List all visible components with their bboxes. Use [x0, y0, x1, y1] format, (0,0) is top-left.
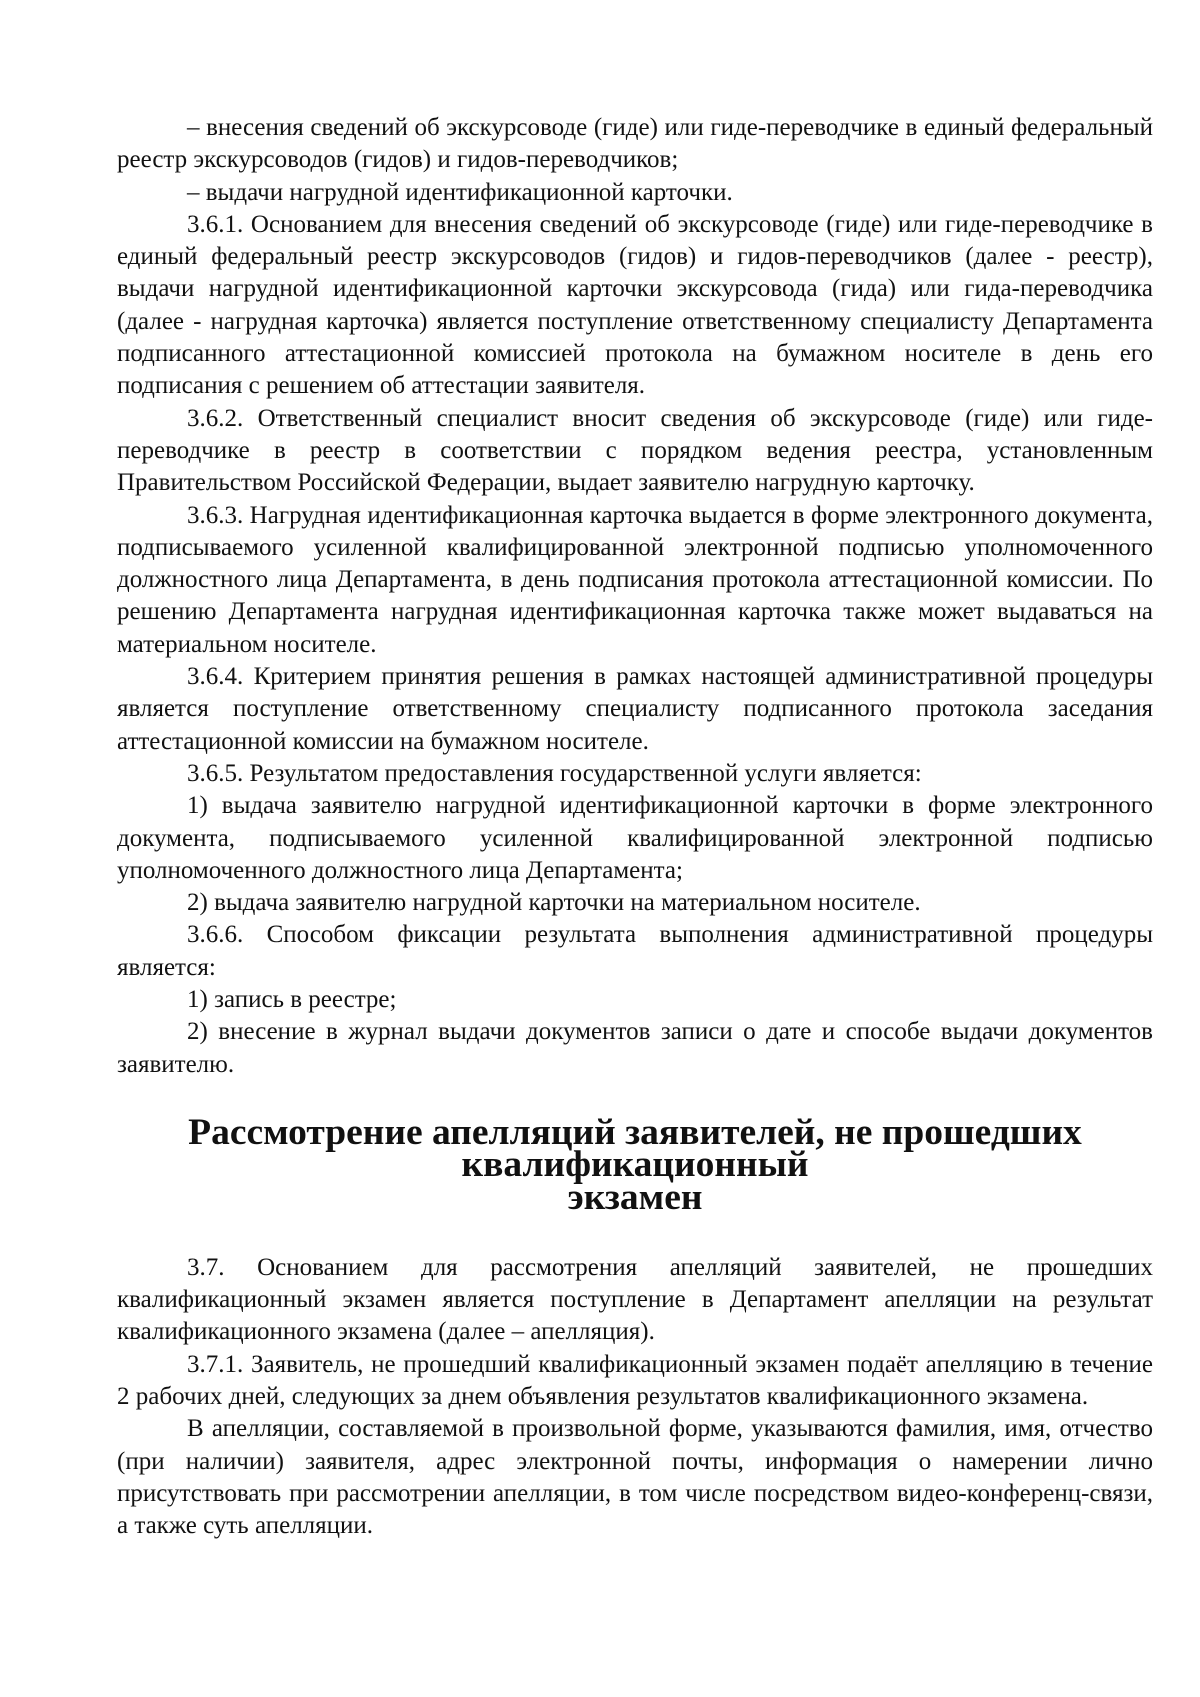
paragraph-3-6-5-item-2: 2) выдача заявителю нагрудной карточки на материальном носителе.: [187, 889, 921, 917]
paragraph-appeal-content: В апелляции, составляемой в произвольной форме, указываются фамилия, имя, отчество (при наличии) заявителя, адрес электронной почты, информация о намерении лично присутствовать при рассмотрении апелляции, в том числе посредством видео-конференц-связи, а также суть апелляции.: [117, 1415, 1153, 1540]
section-heading-line-2: экзамен: [567, 1176, 703, 1218]
paragraph-registry-entry: – внесения сведений об экскурсоводе (гиде) или гиде-переводчике в единый федеральный реестр экскурсоводов (гидов) и гидов-переводчиков;: [117, 114, 1153, 174]
section-heading-line-1: Рассмотрение апелляций заявителей, не прошедших квалификационный: [188, 1111, 1082, 1186]
paragraph-3-6-6-item-1: 1) запись в реестре;: [187, 986, 397, 1014]
paragraph-3-6-4: 3.6.4. Критерием принятия решения в рамках настоящей административной процедуры является поступление ответственному специалисту подписанного протокола заседания аттестационной комиссии на бумажном носителе.: [117, 663, 1153, 755]
paragraph-3-6-5: 3.6.5. Результатом предоставления государственной услуги является:: [187, 759, 922, 787]
paragraph-3-6-3: 3.6.3. Нагрудная идентификационная карточка выдается в форме электронного документа, подписываемого усиленной квалифицированной электронной подписью уполномоченного должностного лица Департамента, в день подписания протокола аттестационной комиссии. По решению Департамента нагрудная идентификационная карточка также может выдаваться на материальном носителе.: [117, 501, 1153, 658]
document-page: [117, 112, 1153, 1542]
paragraph-3-6-1: 3.6.1. Основанием для внесения сведений об экскурсоводе (гиде) или гиде-переводчике в единый федеральный реестр экскурсоводов (гидов) и гидов-переводчиков (далее - реестр), выдачи нагрудной идентификационной карточки экскурсовода (гида) или гида-переводчика (далее - нагрудная карточка) является поступление ответственному специалисту Департамента подписанного аттестационной комиссией протокола на бумажном носителе в день его подписания с решением об аттестации заявителя.: [117, 210, 1153, 400]
paragraph-3-7: 3.7. Основанием для рассмотрения апелляций заявителей, не прошедших квалификационный экзамен является поступление в Департамент апелляции на результат квалификационного экзамена (далее – апелляция).: [117, 1253, 1153, 1346]
section-heading: [117, 1081, 1153, 1252]
paragraph-3-6-2: 3.6.2. Ответственный специалист вносит сведения об экскурсоводе (гиде) или гиде-переводчике в реестр в соответствии с порядком ведения реестра, установленным Правительством Российской Федерации, выдает заявителю нагрудную карточку.: [117, 404, 1153, 497]
paragraph-3-7-1: 3.7.1. Заявитель, не прошедший квалификационный экзамен подаёт апелляцию в течение 2 рабочих дней, следующих за днем объявления результатов квалификационного экзамена.: [117, 1350, 1153, 1410]
paragraph-3-6-6-item-2: 2) внесение в журнал выдачи документов записи о дате и способе выдачи документов заявителю.: [117, 1018, 1153, 1078]
paragraph-badge-issue: – выдачи нагрудной идентификационной карточки.: [187, 178, 733, 206]
paragraph-3-6-5-item-1: 1) выдача заявителю нагрудной идентификационной карточки в форме электронного документа, подписываемого усиленной квалифицированной электронной подписью уполномоченного должностного лица Департамента;: [117, 792, 1153, 884]
paragraph-3-6-6: 3.6.6. Способом фиксации результата выполнения административной процедуры является:: [117, 921, 1153, 981]
